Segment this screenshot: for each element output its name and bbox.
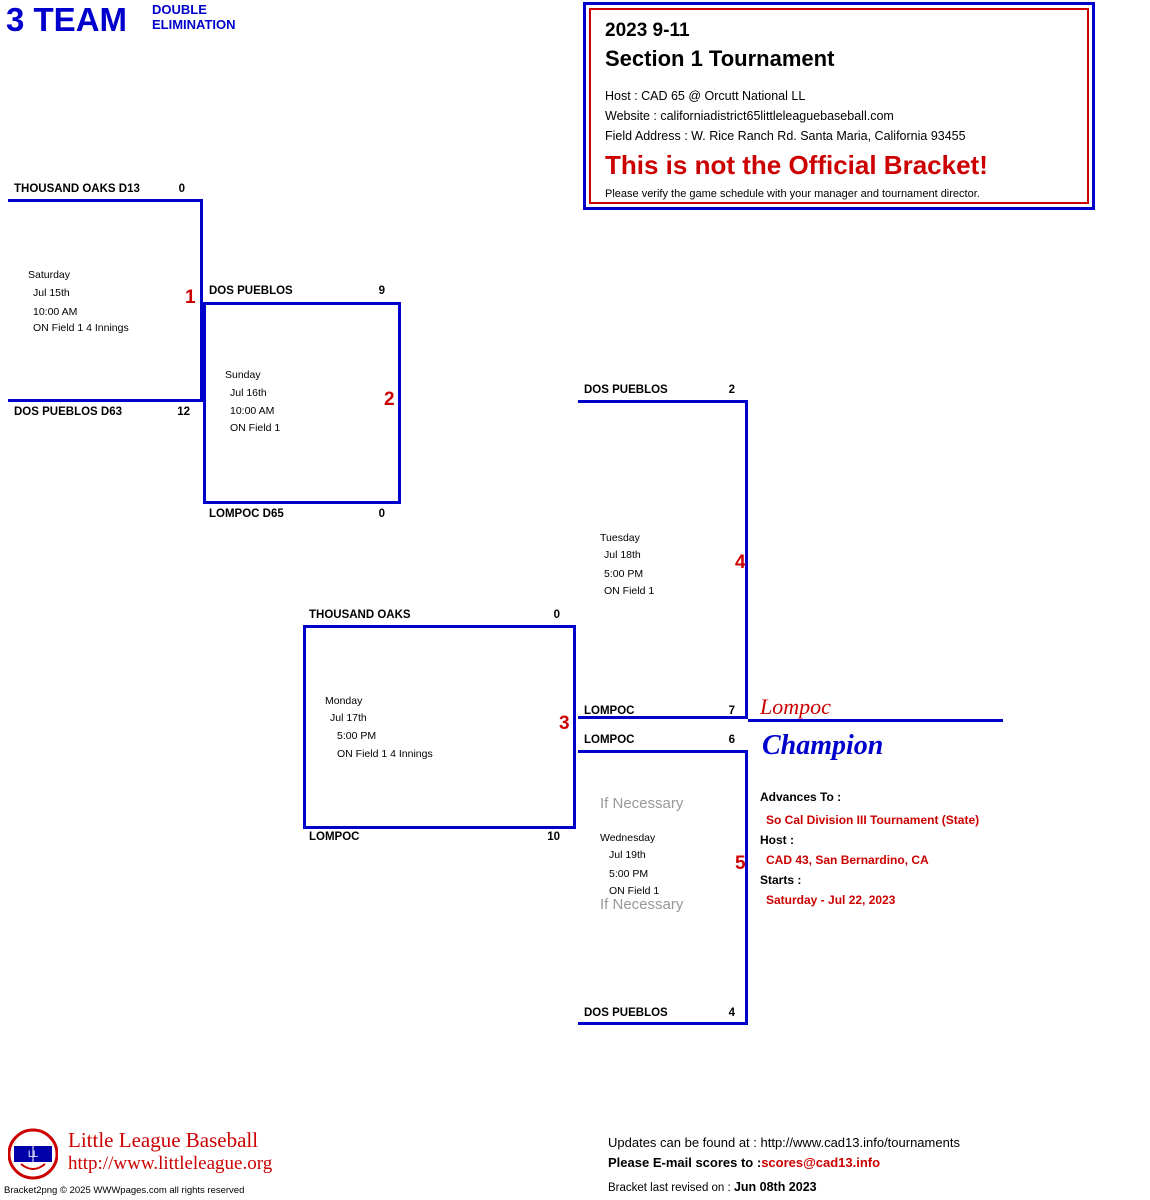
advance-starts-value: Saturday - Jul 22, 2023 xyxy=(766,893,896,907)
game1-top-line xyxy=(8,199,203,202)
game4-top-line xyxy=(578,400,748,403)
info-warning: This is not the Official Bracket! xyxy=(605,150,988,180)
game1-bottom-team: DOS PUEBLOS D63 xyxy=(14,406,122,418)
revised-label: Bracket last revised on : xyxy=(608,1182,731,1194)
info-tournament-name: Section 1 Tournament xyxy=(605,46,835,71)
game5-field: ON Field 1 xyxy=(609,885,660,897)
champion-name: Lompoc xyxy=(760,694,831,719)
revised-date: Jun 08th 2023 xyxy=(733,1180,817,1194)
game5-top-team: LOMPOC xyxy=(584,734,635,746)
game2-date: Jul 16th xyxy=(230,387,267,399)
advance-host-label: Host : xyxy=(760,833,794,847)
game2-bottom-score: 0 xyxy=(378,508,385,520)
game1-bottom-line xyxy=(8,399,203,402)
game5-bottom-score: 4 xyxy=(728,1007,735,1019)
game5-top-line xyxy=(578,750,748,753)
game2-top-line xyxy=(203,302,401,305)
game5-bottom-line xyxy=(578,1022,748,1025)
page-title: 3 TEAM xyxy=(6,1,128,38)
advances-to-label: Advances To : xyxy=(760,790,842,804)
game3-bottom-team: LOMPOC xyxy=(309,831,360,843)
game5-date: Jul 19th xyxy=(609,849,646,861)
game2-bottom-line xyxy=(203,501,401,504)
info-box-inner-border xyxy=(589,8,1089,204)
game2-time: 10:00 AM xyxy=(230,405,275,417)
copyright-text: Bracket2png © 2025 WWWpages.com all rights reserved xyxy=(4,1185,245,1196)
game5-bottom-team: DOS PUEBLOS xyxy=(584,1007,668,1019)
game3-left-stem xyxy=(303,625,306,829)
game4-bottom-team: LOMPOC xyxy=(584,705,635,717)
game2-left-stem xyxy=(203,302,206,504)
info-field-address: Field Address : W. Rice Ranch Rd. Santa Maria, California 93455 xyxy=(605,129,966,143)
page-subtitle: DOUBLE ELIMINATION xyxy=(152,2,236,32)
game4-bottom-score: 7 xyxy=(728,705,735,717)
game3-bottom-line xyxy=(303,826,576,829)
game5-top-score: 6 xyxy=(728,734,735,746)
game2-day: Sunday xyxy=(225,369,261,381)
game1-date: Jul 15th xyxy=(33,287,70,299)
updates-text: Updates can be found at : http://www.cad13.info/tournaments xyxy=(608,1135,960,1150)
email-scores-address[interactable]: scores@cad13.info xyxy=(761,1155,881,1170)
game4-field: ON Field 1 xyxy=(604,585,655,597)
game5-number: 5 xyxy=(735,853,746,874)
game4-date: Jul 18th xyxy=(604,549,641,561)
league-url[interactable]: http://www.littleleague.org xyxy=(68,1153,273,1174)
game3-date: Jul 17th xyxy=(330,712,367,724)
tournament-info-box xyxy=(583,2,1095,210)
advances-to-value: So Cal Division III Tournament (State) xyxy=(766,813,980,827)
advance-host-value: CAD 43, San Bernardino, CA xyxy=(766,853,929,867)
game1-top-score: 0 xyxy=(178,183,185,195)
game1-number: 1 xyxy=(185,287,196,308)
game1-bottom-score: 12 xyxy=(177,406,190,418)
game3-number: 3 xyxy=(559,713,570,734)
info-verify-note: Please verify the game schedule with your manager and tournament director. xyxy=(605,188,980,200)
game3-field: ON Field 1 4 Innings xyxy=(337,748,433,760)
game3-top-team: THOUSAND OAKS xyxy=(309,609,411,621)
info-host: Host : CAD 65 @ Orcutt National LL xyxy=(605,89,806,103)
game3-connector xyxy=(573,625,576,829)
game2-top-score: 9 xyxy=(378,285,385,297)
game2-top-team: DOS PUEBLOS xyxy=(209,285,293,297)
game5-connector xyxy=(745,750,748,1025)
game3-bottom-score: 10 xyxy=(547,831,560,843)
game2-bottom-team: LOMPOC D65 xyxy=(209,508,284,520)
game3-top-line xyxy=(303,625,576,628)
svg-text:LL: LL xyxy=(27,1149,39,1159)
game1-top-team: THOUSAND OAKS D13 xyxy=(14,183,140,195)
game2-connector xyxy=(398,302,401,504)
champion-label: Champion xyxy=(762,730,884,761)
game4-time: 5:00 PM xyxy=(604,568,644,580)
info-year-division: 2023 9-11 xyxy=(605,20,690,41)
game4-top-team: DOS PUEBLOS xyxy=(584,384,668,396)
email-scores-label: Please E-mail scores to : xyxy=(608,1155,762,1170)
revised-line xyxy=(608,1180,817,1194)
little-league-logo-icon xyxy=(8,1128,58,1180)
advance-starts-label: Starts : xyxy=(760,873,802,887)
game3-time: 5:00 PM xyxy=(337,730,377,742)
game4-number: 4 xyxy=(735,552,746,573)
game5-time: 5:00 PM xyxy=(609,868,649,880)
game5-day: Wednesday xyxy=(600,832,656,844)
game2-field: ON Field 1 xyxy=(230,422,281,434)
game1-field: ON Field 1 4 Innings xyxy=(33,322,129,334)
game1-time: 10:00 AM xyxy=(33,306,78,318)
game4-top-score: 2 xyxy=(728,384,735,396)
game3-day: Monday xyxy=(325,695,363,707)
info-website: Website : californiadistrict65littleleaguebaseball.com xyxy=(605,109,894,123)
email-scores-line xyxy=(608,1155,880,1170)
game3-top-score: 0 xyxy=(553,609,560,621)
game5-if-necessary-top: If Necessary xyxy=(600,795,684,812)
league-name: Little League Baseball xyxy=(68,1128,259,1152)
game5-if-necessary-bottom: If Necessary xyxy=(600,896,684,913)
game2-number: 2 xyxy=(384,389,395,410)
game4-day: Tuesday xyxy=(600,532,640,544)
game1-day: Saturday xyxy=(28,269,71,281)
